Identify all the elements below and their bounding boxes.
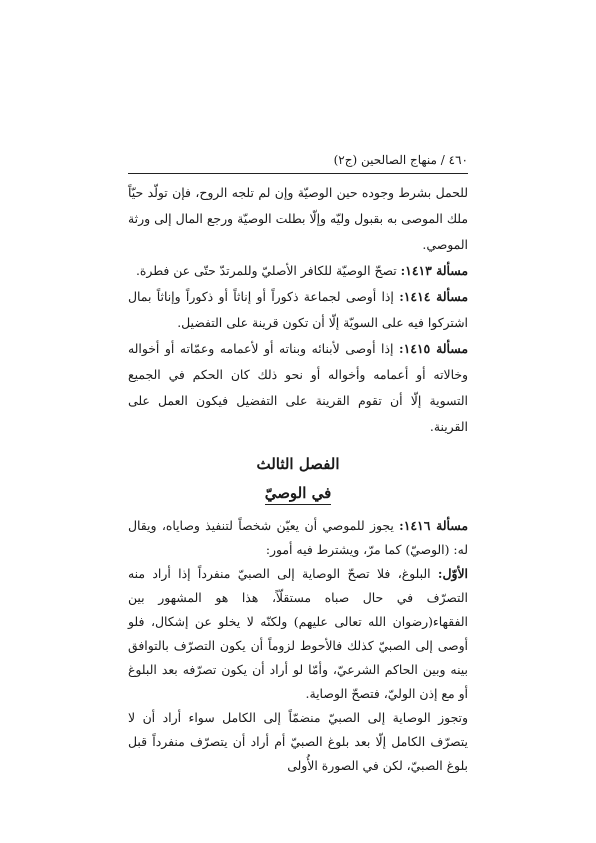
issue-1414 bbox=[128, 284, 468, 336]
issue-1413-text: تصحّ الوصيّة للكافر الأصليّ وللمرتدّ حتّى عن فطرة. bbox=[135, 263, 401, 278]
section-title-text: في الوصيّ bbox=[265, 484, 332, 505]
issue-1416-text: يجوز للموصي أن يعيّن شخصاً لتنفيذ وصاياه، ويقال له: (الوصيّ) كما مرّ، ويشترط فيه أمور: bbox=[128, 518, 468, 557]
paragraph-last: وتجوز الوصاية إلى الصبيّ منضمّاً إلى الكامل سواء أراد أن لا يتصرّف الكامل إلّا بعد بلوغ الصبيّ أم أراد أن يتصرّف منفرداً قبل بلوغ الصبيّ، لكن في الصورة الأُولى bbox=[128, 710, 468, 773]
condition-first-text: البلوغ، فلا تصحّ الوصاية إلى الصبيّ منفرداً إذا أراد منه التصرّف في حال صباه مستقلّاً، هذا هو المشهور بين الفقهاء(رضوان الله تعالى عليهم) ولكنّه لا يخلو عن إشكال، فلو أوصى إلى الصبيّ كذلك فالأحوط لزوماً أن يكون التصرّف بالتوافق بينه وبين الحاكم الشرعيّ، وأمّا لو أراد أن يكون تصرّفه بعد البلوغ أو مع إذن الوليّ، فتصحّ الوصاية. bbox=[128, 566, 468, 701]
issue-1415-text: إذا أوصى لأبنائه وبناته أو لأعمامه وعمّاته أو أخواله وخالاته أو أعمامه وأخواله أو نحو ذلك كان الحكم في الجميع التسوية إلّا أن تقوم القرينة على التفضيل فيكون العمل على القرينة. bbox=[128, 341, 468, 434]
header-rule bbox=[128, 173, 468, 174]
issue-1414-label: مسألة ١٤١٤: bbox=[399, 289, 468, 304]
issue-1416-label: مسألة ١٤١٦: bbox=[399, 518, 468, 533]
chapter-title: الفصل الثالث bbox=[256, 455, 340, 473]
issue-1413 bbox=[128, 258, 468, 284]
issue-1413-label: مسألة ١٤١٣: bbox=[400, 263, 468, 278]
running-head: ٤٦٠ / منهاج الصالحين (ج٢) bbox=[333, 153, 468, 167]
issue-1416 bbox=[128, 514, 468, 562]
page-body bbox=[128, 180, 468, 778]
issue-1415 bbox=[128, 336, 468, 440]
section-title bbox=[128, 478, 468, 508]
condition-first bbox=[128, 562, 468, 706]
issue-1415-label: مسألة ١٤١٥: bbox=[399, 341, 469, 356]
paragraph-continuation: للحمل بشرط وجوده حين الوصيّة وإن لم تلجه الروح، فإن تولّد حيّاً ملك الموصى به بقبول وليّه وإلّا بطلت الوصيّة ورجع المال إلى ورثة الموصي. bbox=[128, 185, 468, 252]
issue-1414-text: إذا أوصى لجماعة ذكوراً أو إناثاً أو ذكوراً وإناثاً بمال اشتركوا فيه على السويّة إلّا أن تكون قرينة على التفضيل. bbox=[128, 289, 468, 330]
condition-first-label: الأوّل: bbox=[437, 566, 468, 581]
